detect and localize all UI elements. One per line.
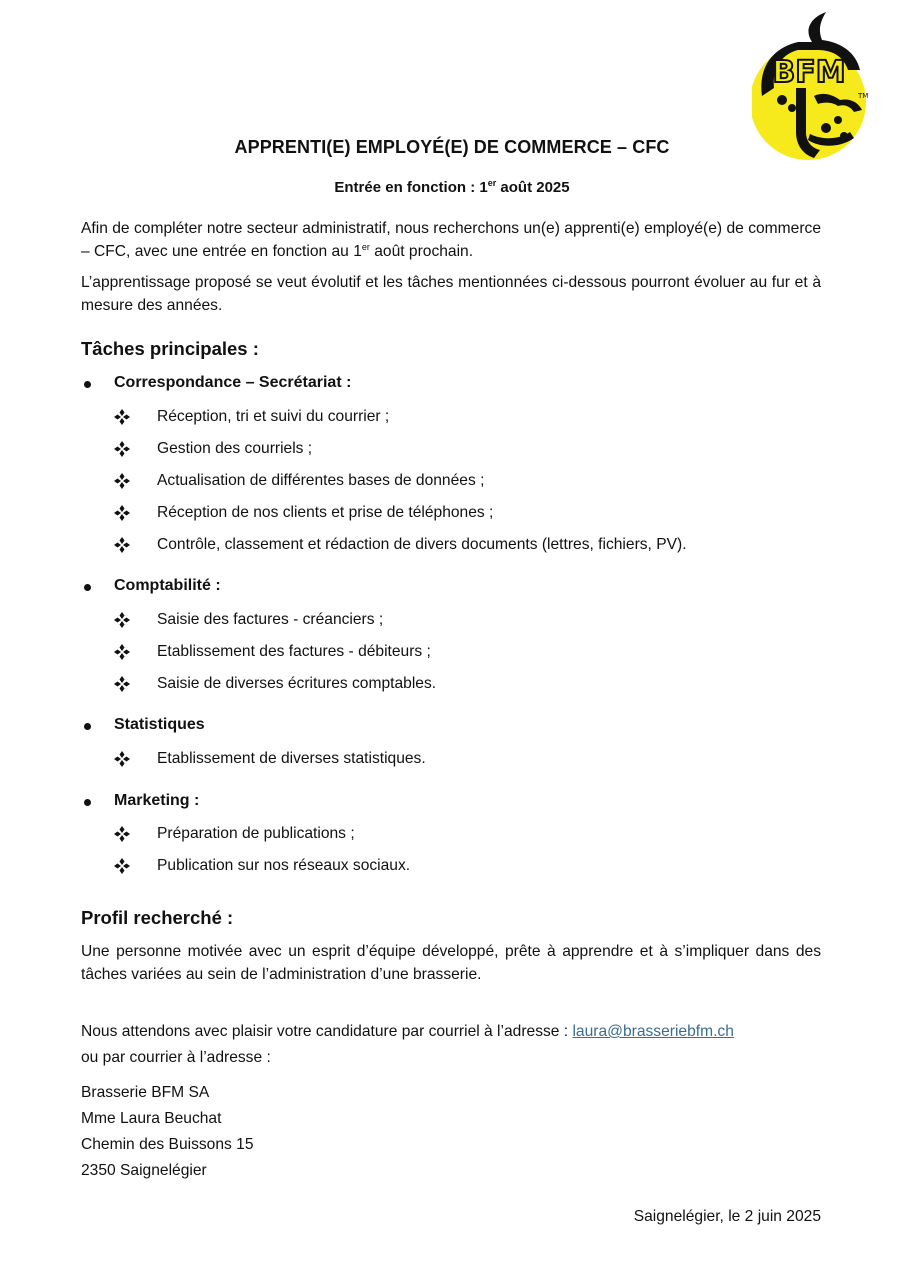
intro-p1-part1: Afin de compléter notre secteur administratif, nous recherchons un(e) apprenti(e) employé(e) de commerce – CFC, avec une entrée en fonction au 1 xyxy=(81,220,821,260)
address-line: Chemin des Buissons 15 xyxy=(81,1136,254,1153)
bullet-dot-icon xyxy=(84,723,91,730)
bullet-dot-icon xyxy=(84,584,91,591)
start-date-suffix: août 2025 xyxy=(496,179,570,196)
task-item: Actualisation de différentes bases de données ; xyxy=(157,472,485,489)
task-item: Saisie de diverses écritures comptables. xyxy=(157,675,437,692)
intro-paragraph-1 xyxy=(81,218,821,263)
four-diamond-bullet-icon xyxy=(114,612,130,628)
section-title: Statistiques xyxy=(114,716,205,733)
email-link[interactable]: laura@brasseriebfm.ch xyxy=(572,1023,734,1040)
task-item: Saisie des factures - créanciers ; xyxy=(157,611,384,628)
intro-paragraph-2: L’apprentissage proposé se veut évolutif et les tâches mentionnées ci-dessous pourront évoluer au fur et à mesure des années. xyxy=(81,274,821,314)
task-item: Contrôle, classement et rédaction de divers documents (lettres, fichiers, PV). xyxy=(157,536,687,553)
task-item: Réception de nos clients et prise de téléphones ; xyxy=(157,504,494,521)
four-diamond-bullet-icon xyxy=(114,644,130,660)
start-date-prefix: Entrée en fonction : 1 xyxy=(334,179,488,196)
four-diamond-bullet-icon xyxy=(114,858,130,874)
task-item: Etablissement des factures - débiteurs ; xyxy=(157,643,431,660)
four-diamond-bullet-icon xyxy=(114,826,130,842)
four-diamond-bullet-icon xyxy=(114,505,130,521)
start-date-sup: er xyxy=(487,178,497,188)
tasks-heading: Tâches principales : xyxy=(81,338,259,359)
task-item: Etablissement de diverses statistiques. xyxy=(157,750,426,767)
contact-line-1-text: Nous attendons avec plaisir votre candidature par courriel à l’adresse : xyxy=(81,1023,573,1040)
four-diamond-bullet-icon xyxy=(114,409,130,425)
four-diamond-bullet-icon xyxy=(114,473,130,489)
four-diamond-bullet-icon xyxy=(114,676,130,692)
task-item: Gestion des courriels ; xyxy=(157,440,313,457)
intro-p1-part2: août prochain. xyxy=(369,242,474,260)
task-item: Préparation de publications ; xyxy=(157,825,355,842)
logo-tm: TM xyxy=(858,92,869,100)
page-title: APPRENTI(E) EMPLOYÉ(E) DE COMMERCE – CFC xyxy=(234,137,670,157)
four-diamond-bullet-icon xyxy=(114,537,130,553)
start-date xyxy=(0,178,904,196)
section-title: Comptabilité : xyxy=(114,577,221,594)
contact-line-1 xyxy=(81,1023,734,1041)
section-title: Marketing : xyxy=(114,792,200,809)
section-title: Correspondance – Secrétariat : xyxy=(114,374,352,391)
profile-text: Une personne motivée avec un esprit d’équipe développé, prête à apprendre et à s’impliquer dans des tâches variées au sein de l’administration d’une brasserie. xyxy=(81,943,821,983)
task-item: Réception, tri et suivi du courrier ; xyxy=(157,408,390,425)
address-line: Brasserie BFM SA xyxy=(81,1084,210,1101)
four-diamond-bullet-icon xyxy=(114,441,130,457)
contact-line-2: ou par courrier à l’adresse : xyxy=(81,1049,271,1066)
task-item: Publication sur nos réseaux sociaux. xyxy=(157,857,411,874)
address-line: Mme Laura Beuchat xyxy=(81,1110,222,1127)
profile-heading: Profil recherché : xyxy=(81,907,234,928)
address-line: 2350 Saignelégier xyxy=(81,1162,207,1179)
four-diamond-bullet-icon xyxy=(114,751,130,767)
logo-text: BFM xyxy=(772,55,846,90)
bullet-dot-icon xyxy=(84,799,91,806)
bullet-dot-icon xyxy=(84,381,91,388)
place-date: Saignelégier, le 2 juin 2025 xyxy=(633,1208,821,1225)
intro-p1-sup: er xyxy=(361,241,370,252)
